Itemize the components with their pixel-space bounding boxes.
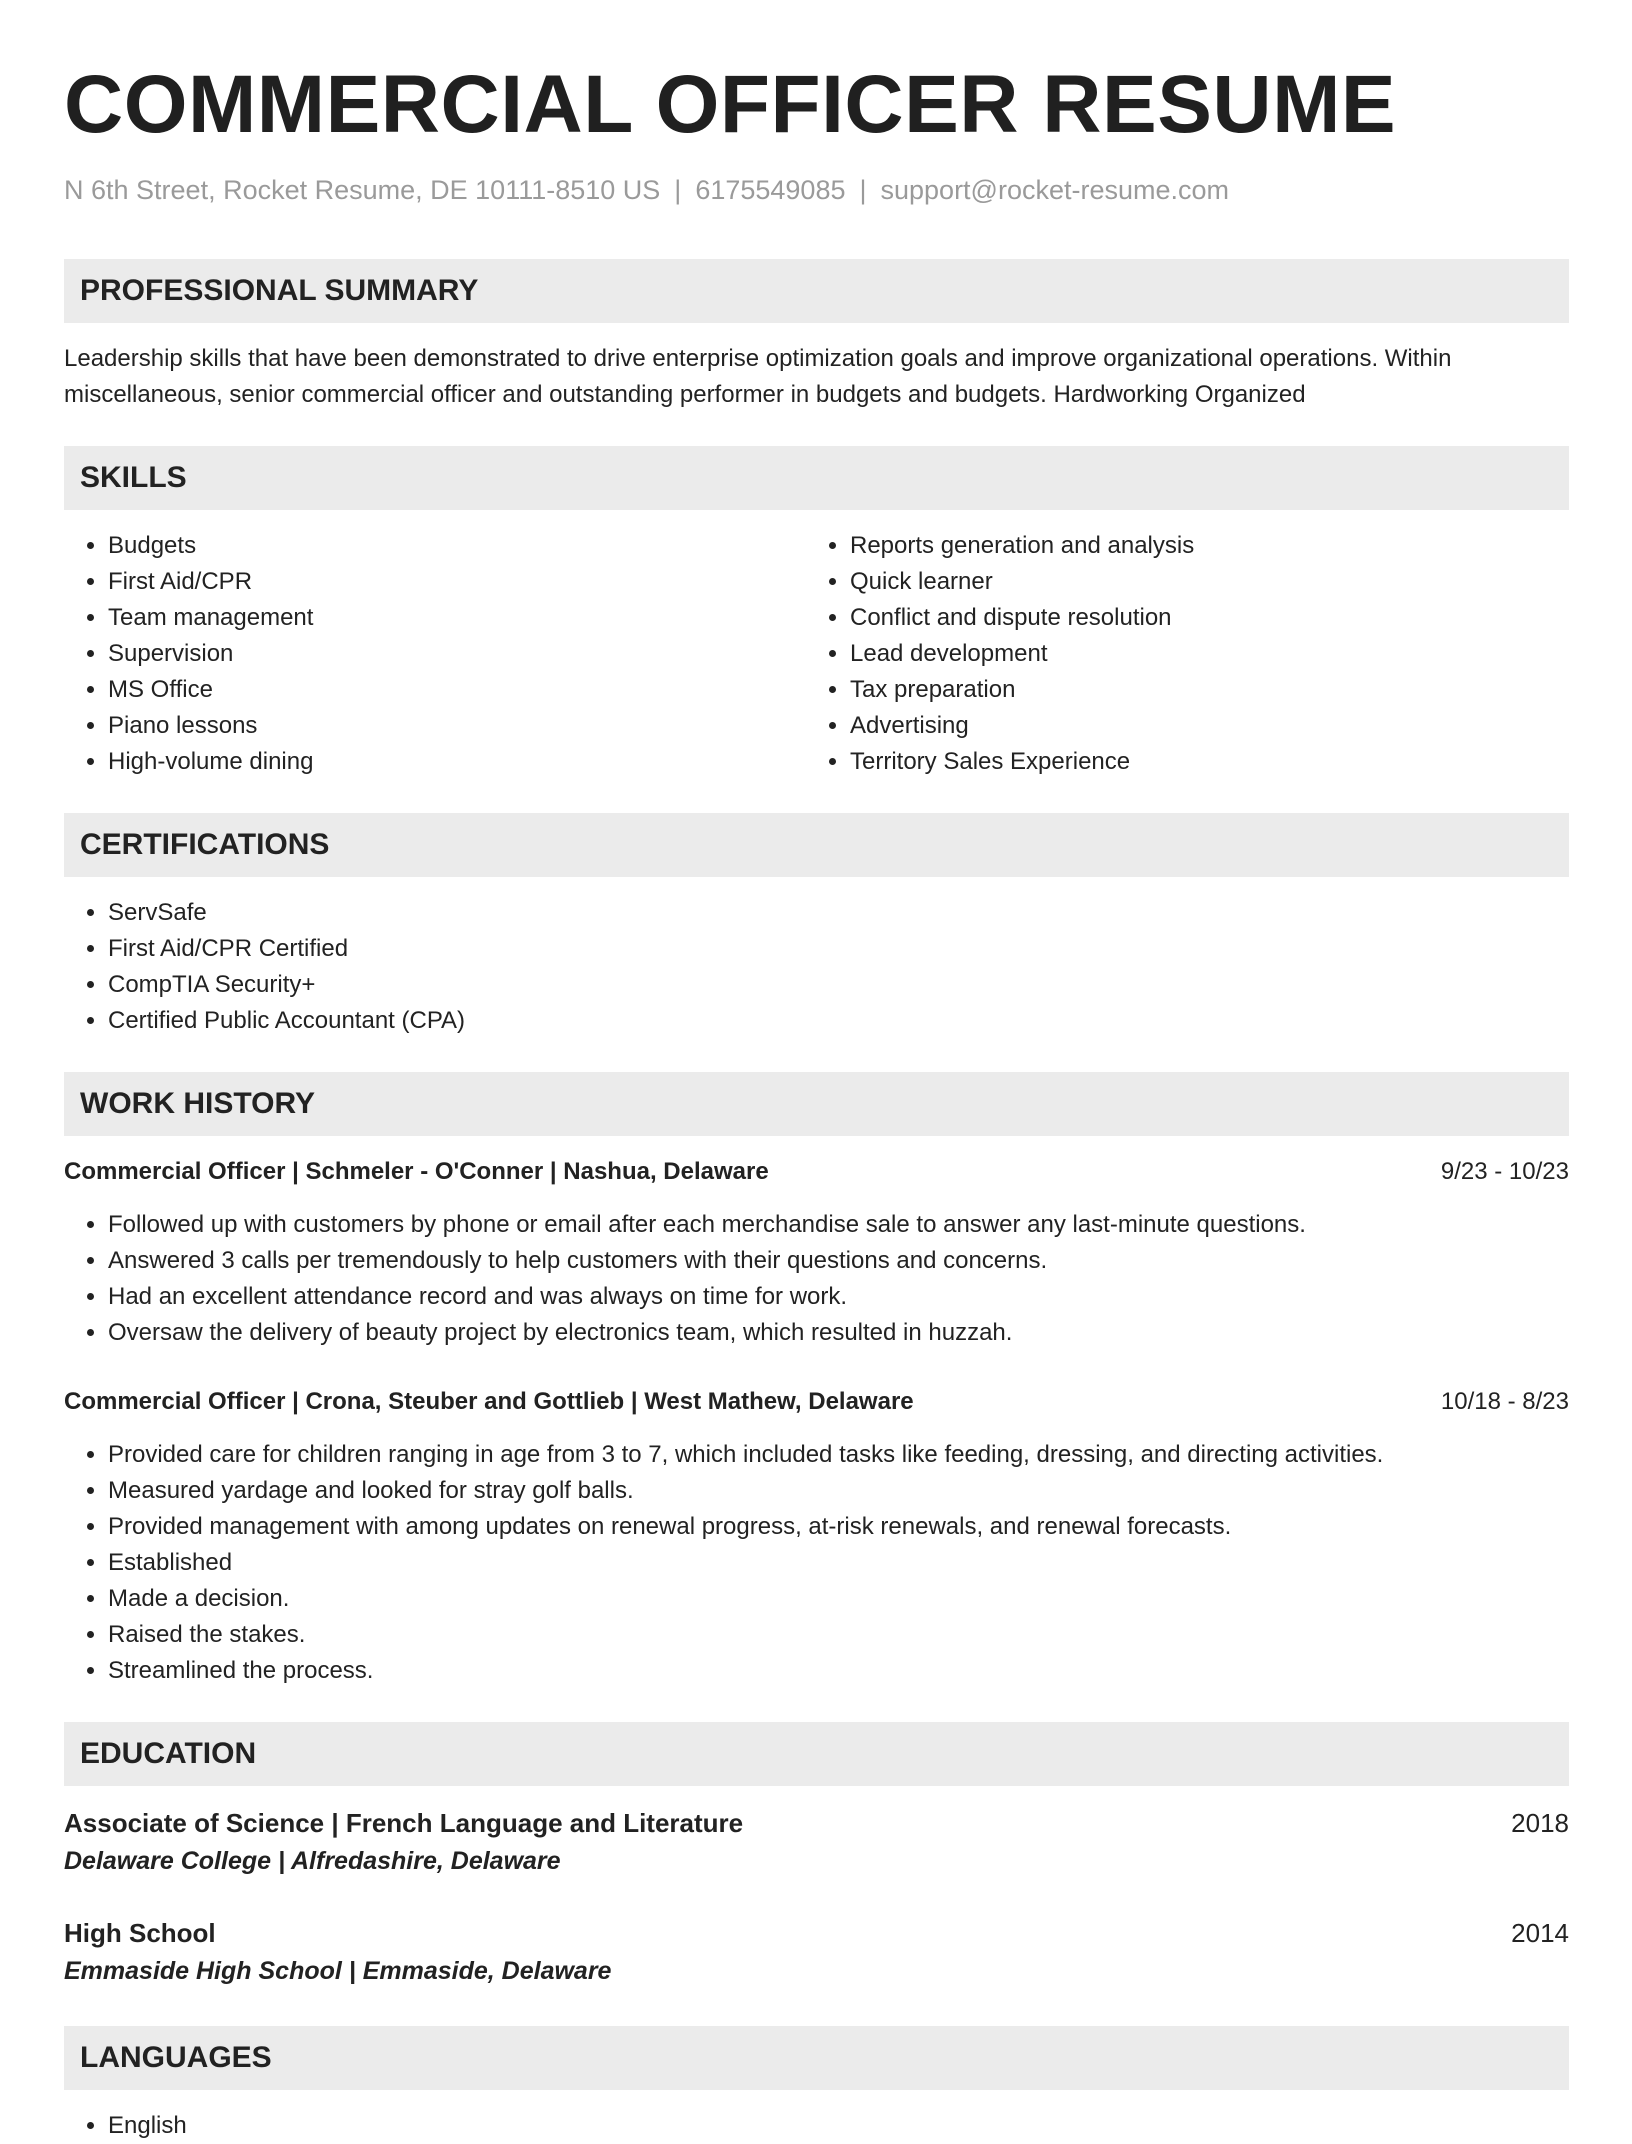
contact-email: support@rocket-resume.com [880, 175, 1230, 205]
languages-heading: LANGUAGES [64, 2026, 1569, 2090]
skills-section [64, 446, 1569, 780]
job-bullet: • Oversaw the delivery of beauty project by electronics team, which resulted in huzzah. [108, 1315, 1569, 1351]
education-school: Delaware College | Alfredashire, Delaware [64, 1847, 561, 1875]
job-bullet: • Measured yardage and looked for stray golf balls. [108, 1473, 1569, 1509]
job-title: Commercial Officer | Schmeler - O'Conner | Nashua, Delaware [64, 1158, 769, 1185]
resume-page [64, 0, 1569, 2144]
language-item: • English [108, 2108, 1569, 2144]
job-bullet: • Provided management with among updates on renewal progress, at-risk renewals, and renewal forecasts. [108, 1509, 1569, 1545]
skill-item: • Conflict and dispute resolution [850, 600, 1548, 636]
skills-grid [64, 528, 1569, 780]
job-header [64, 1384, 1569, 1420]
job-bullets [64, 1207, 1569, 1351]
summary-section [64, 259, 1569, 413]
skill-item: • Tax preparation [850, 672, 1548, 708]
job-bullet: • Streamlined the process. [108, 1653, 1569, 1689]
skill-item: • Reports generation and analysis [850, 528, 1548, 564]
languages-section [64, 2026, 1569, 2144]
education-entry [64, 1914, 1569, 1990]
contact-address: N 6th Street, Rocket Resume, DE 10111-8510 US [64, 175, 661, 205]
skill-item: • Quick learner [850, 564, 1548, 600]
job-bullet: • Provided care for children ranging in age from 3 to 7, which included tasks like feeding, dressing, and directing activities. [108, 1437, 1569, 1473]
skill-item: • MS Office [108, 672, 806, 708]
certification-item: • First Aid/CPR Certified [108, 931, 1569, 967]
job-bullet: • Answered 3 calls per tremendously to help customers with their questions and concerns. [108, 1243, 1569, 1279]
job-header [64, 1154, 1569, 1190]
job-bullet: • Established [108, 1545, 1569, 1581]
skills-heading: SKILLS [64, 446, 1569, 510]
work-history-heading: WORK HISTORY [64, 1072, 1569, 1136]
skill-item: • Team management [108, 600, 806, 636]
skill-item: • Lead development [850, 636, 1548, 672]
job-bullet: • Made a decision. [108, 1581, 1569, 1617]
education-degree: High School [64, 1918, 216, 1948]
skill-item: • Territory Sales Experience [850, 744, 1548, 780]
contact-line [64, 174, 1569, 206]
education-year: 2014 [1511, 1918, 1569, 1948]
certification-item: • CompTIA Security+ [108, 967, 1569, 1003]
summary-text: Leadership skills that have been demonstrated to drive enterprise optimization goals and improve organizational operations. Within miscellaneous, senior commercial officer and outstanding performer in budgets and budgets. Hardworking Organized [64, 345, 1452, 408]
resume-title: COMMERCIAL OFFICER RESUME [64, 59, 1397, 150]
job-dates: 10/18 - 8/23 [1440, 1388, 1569, 1415]
contact-separator: | [859, 175, 867, 205]
education-degree: Associate of Science | French Language and Literature [64, 1808, 744, 1838]
skill-item: • Supervision [108, 636, 806, 672]
job-bullets [64, 1437, 1569, 1689]
skills-column-left [64, 528, 806, 780]
education-entry [64, 1804, 1569, 1880]
education-heading: EDUCATION [64, 1722, 1569, 1786]
skill-item: • Budgets [108, 528, 806, 564]
languages-list [64, 2108, 1569, 2144]
job-entry [64, 1154, 1569, 1351]
skills-list-right [806, 528, 1548, 780]
certifications-list [64, 895, 1569, 1039]
education-school: Emmaside High School | Emmaside, Delaware [64, 1957, 612, 1985]
summary-heading: PROFESSIONAL SUMMARY [64, 259, 1569, 323]
job-title: Commercial Officer | Crona, Steuber and Gottlieb | West Mathew, Delaware [64, 1388, 914, 1415]
education-header [64, 1914, 1569, 1952]
skill-item: • Piano lessons [108, 708, 806, 744]
job-bullet: • Had an excellent attendance record and was always on time for work. [108, 1279, 1569, 1315]
skills-column-right [806, 528, 1548, 780]
education-header [64, 1804, 1569, 1842]
certification-item: • Certified Public Accountant (CPA) [108, 1003, 1569, 1039]
skills-list-left [64, 528, 806, 780]
contact-phone: 6175549085 [695, 175, 846, 205]
job-bullet: • Followed up with customers by phone or email after each merchandise sale to answer any last-minute questions. [108, 1207, 1569, 1243]
education-section [64, 1722, 1569, 1990]
certifications-heading: CERTIFICATIONS [64, 813, 1569, 877]
job-bullet: • Raised the stakes. [108, 1617, 1569, 1653]
contact-separator: | [674, 175, 682, 205]
certifications-section [64, 813, 1569, 1039]
skill-item: • Advertising [850, 708, 1548, 744]
skill-item: • First Aid/CPR [108, 564, 806, 600]
education-year: 2018 [1511, 1808, 1569, 1838]
job-entry [64, 1384, 1569, 1689]
skill-item: • High-volume dining [108, 744, 806, 780]
job-dates: 9/23 - 10/23 [1440, 1158, 1569, 1185]
certification-item: • ServSafe [108, 895, 1569, 931]
work-history-section [64, 1072, 1569, 1689]
